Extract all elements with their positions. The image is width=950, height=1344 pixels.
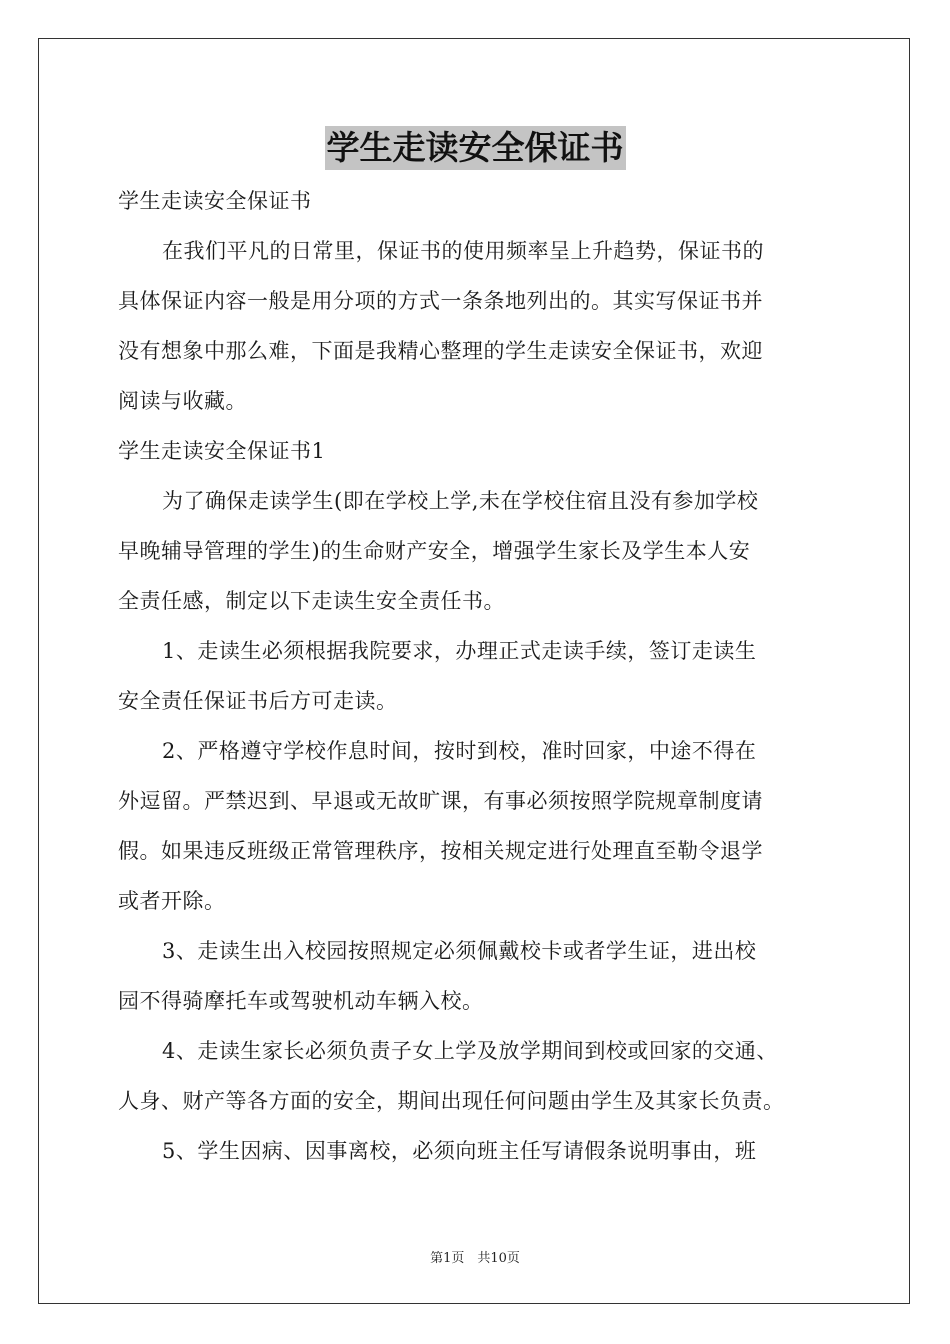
text-line: 阅读与收藏。 — [118, 389, 247, 413]
text-line: 3、走读生出入校园按照规定必须佩戴校卡或者学生证，进出校 — [162, 939, 757, 963]
text-line: 为了确保走读学生(即在学校上学,未在学校住宿且没有参加学校 — [162, 489, 759, 513]
text-line: 全责任感，制定以下走读生安全责任书。 — [118, 589, 505, 613]
document-body — [118, 176, 838, 1176]
text-line: 在我们平凡的日常里，保证书的使用频率呈上升趋势，保证书的 — [162, 239, 764, 263]
text-line: 园不得骑摩托车或驾驶机动车辆入校。 — [118, 989, 484, 1013]
page-footer: 第1页 共10页 — [430, 1251, 520, 1266]
text-line: 没有想象中那么难，下面是我精心整理的学生走读安全保证书，欢迎 — [118, 339, 763, 363]
text-line: 学生走读安全保证书1 — [118, 439, 326, 463]
text-line: 早晚辅导管理的学生)的生命财产安全，增强学生家长及学生本人安 — [118, 539, 751, 563]
text-line: 人身、财产等各方面的安全，期间出现任何问题由学生及其家长负责。 — [118, 1089, 785, 1113]
text-line: 5、学生因病、因事离校，必须向班主任写请假条说明事由，班 — [162, 1139, 757, 1163]
text-line: 1、走读生必须根据我院要求，办理正式走读手续，签订走读生 — [162, 639, 757, 663]
text-line: 假。如果违反班级正常管理秩序，按相关规定进行处理直至勒令退学 — [118, 839, 763, 863]
text-line: 具体保证内容一般是用分项的方式一条条地列出的。其实写保证书并 — [118, 289, 763, 313]
text-line: 安全责任保证书后方可走读。 — [118, 689, 398, 713]
text-line: 或者开除。 — [118, 889, 226, 913]
text-line: 4、走读生家长必须负责子女上学及放学期间到校或回家的交通、 — [162, 1039, 778, 1063]
title-container — [0, 126, 950, 170]
text-line: 2、严格遵守学校作息时间，按时到校，准时回家，中途不得在 — [162, 739, 757, 763]
text-line: 学生走读安全保证书 — [118, 189, 312, 213]
document-title: 学生走读安全保证书 — [325, 126, 626, 170]
text-line: 外逗留。严禁迟到、早退或无故旷课，有事必须按照学院规章制度请 — [118, 789, 763, 813]
